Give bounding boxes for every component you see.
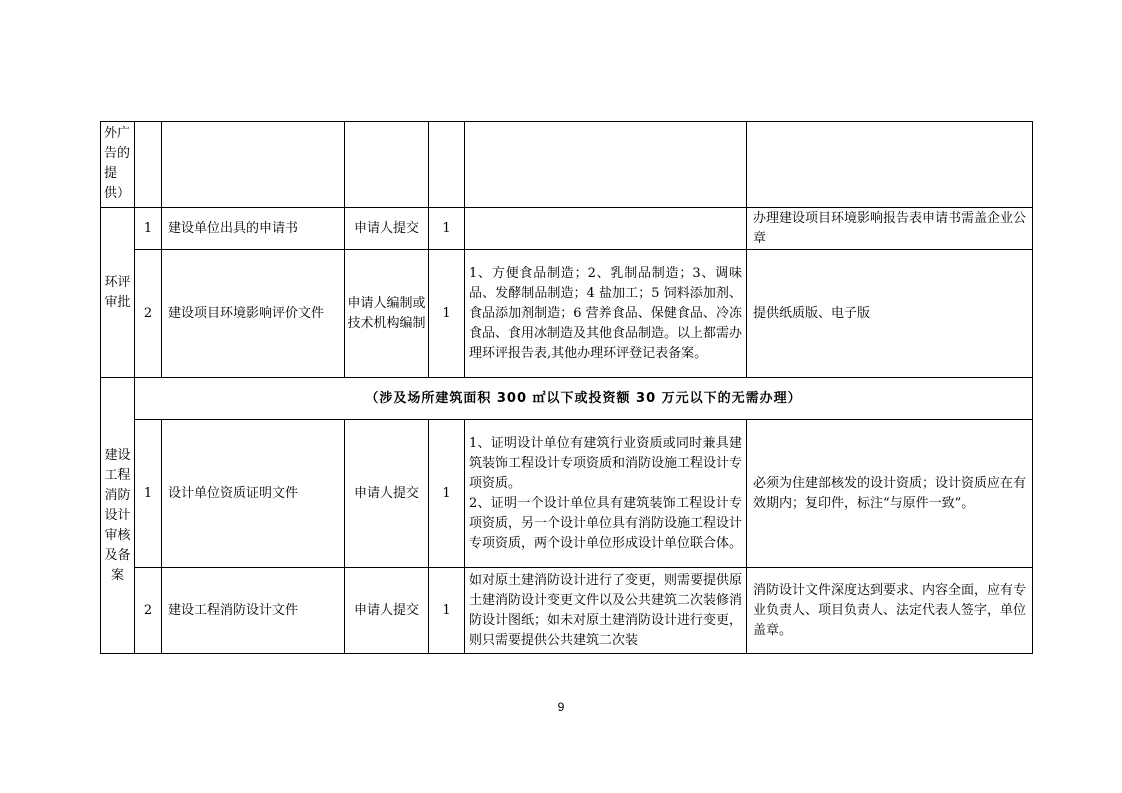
empty-cell bbox=[135, 122, 162, 208]
row-number: 1 bbox=[135, 208, 162, 250]
page-number: 9 bbox=[557, 700, 565, 714]
material-source: 申请人提交 bbox=[345, 420, 429, 568]
material-count: 1 bbox=[429, 568, 465, 654]
material-count: 1 bbox=[429, 250, 465, 378]
material-source: 申请人编制或技术机构编制 bbox=[345, 250, 429, 378]
scope-item-2: 2、证明一个设计单位具有建筑装饰工程设计专项资质，另一个设计单位具有消防设施工程设计专项资质，两个设计单位形成设计单位联合体。 bbox=[469, 495, 743, 551]
material-source: 申请人提交 bbox=[345, 208, 429, 250]
scope-item-1: 1、证明设计单位有建筑行业资质或同时兼具建筑装饰工程设计专项资质和消防设施工程设计专项资质。 bbox=[469, 435, 743, 491]
category-cell-fire: 建设工程消防设计审核及备案 bbox=[101, 378, 135, 654]
material-source: 申请人提交 bbox=[345, 568, 429, 654]
empty-cell bbox=[162, 122, 345, 208]
table-row-fire-1 bbox=[101, 420, 1033, 568]
material-scope bbox=[465, 208, 747, 250]
material-scope: 如对原土建消防设计进行了变更，则需要提供原土建消防设计变更文件以及公共建筑二次装修消防设计图纸；如未对原土建消防设计进行变更，则只需要提供公共建筑二次装 bbox=[465, 568, 747, 654]
material-count: 1 bbox=[429, 208, 465, 250]
table-row-env-1 bbox=[101, 208, 1033, 250]
material-requirement: 办理建设项目环境影响报告表申请书需盖企业公章 bbox=[747, 208, 1033, 250]
category-cell-env: 环评审批 bbox=[101, 208, 135, 378]
materials-table bbox=[100, 121, 1033, 654]
category-cell-outdoor-ad: 外广告的提供） bbox=[101, 122, 135, 208]
material-name: 建设项目环境影响评价文件 bbox=[162, 250, 345, 378]
material-name: 建设单位出具的申请书 bbox=[162, 208, 345, 250]
row-number: 2 bbox=[135, 250, 162, 378]
table-row-fire-2 bbox=[101, 568, 1033, 654]
material-scope: 1、方便食品制造；2、乳制品制造；3、调味品、发酵制品制造；4 盐加工；5 饲料添加剂、食品添加剂制造；6 营养食品、保健食品、冷冻食品、食用冰制造及其他食品制造。以上都需办理环评报告表,其他办理环评登记表备案。 bbox=[465, 250, 747, 378]
material-name: 设计单位资质证明文件 bbox=[162, 420, 345, 568]
material-requirement: 消防设计文件深度达到要求、内容全面，应有专业负责人、项目负责人、法定代表人签字，单位盖章。 bbox=[747, 568, 1033, 654]
empty-cell bbox=[429, 122, 465, 208]
table-row-fire-banner bbox=[101, 378, 1033, 420]
empty-cell bbox=[465, 122, 747, 208]
material-scope bbox=[465, 420, 747, 568]
empty-cell bbox=[345, 122, 429, 208]
material-count: 1 bbox=[429, 420, 465, 568]
fire-exemption-banner: （涉及场所建筑面积 300 ㎡以下或投资额 30 万元以下的无需办理） bbox=[135, 378, 1033, 420]
row-number: 2 bbox=[135, 568, 162, 654]
table-row-outdoor-ad bbox=[101, 122, 1033, 208]
empty-cell bbox=[747, 122, 1033, 208]
material-name: 建设工程消防设计文件 bbox=[162, 568, 345, 654]
table-row-env-2 bbox=[101, 250, 1033, 378]
material-requirement: 必须为住建部核发的设计资质；设计资质应在有效期内；复印件，标注“与原件一致”。 bbox=[747, 420, 1033, 568]
row-number: 1 bbox=[135, 420, 162, 568]
material-requirement: 提供纸质版、电子版 bbox=[747, 250, 1033, 378]
